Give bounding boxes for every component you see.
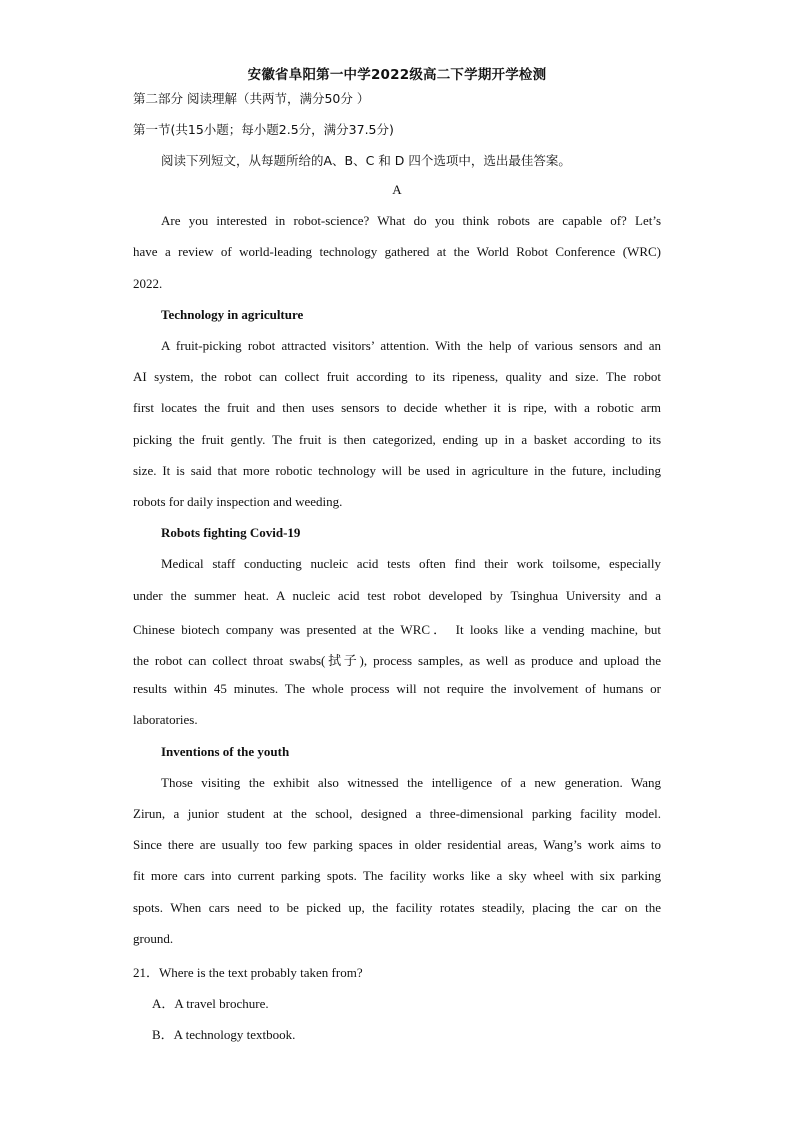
exam-title: 安徽省阜阳第一中学2022级高二下学期开学检测 (247, 67, 547, 83)
paragraph-line: Are you interested in robot-science? What do you think robots are capable of? Let’s (161, 213, 661, 228)
question-stem: 21．Where is the text probably taken from? (133, 965, 363, 980)
paragraph-line: spots. When cars need to be picked up, the facility rotates steadily, placing the car on the (133, 900, 661, 915)
paragraph-line: size. It is said that more robotic technology will be used in agriculture in the future, including (133, 463, 661, 478)
paragraph-line: laboratories. (133, 712, 198, 727)
paragraph-line: robots for daily inspection and weeding. (133, 494, 343, 509)
answer-option-b[interactable]: B．A technology textbook. (152, 1027, 296, 1042)
instruction-text: 阅读下列短文，从每题所给的A、B、C 和 D 四个选项中，选出最佳答案。 (161, 153, 571, 168)
paragraph-line: Medical staff conducting nucleic acid tests often find their work toilsome, especially (161, 556, 661, 571)
answer-option-a[interactable]: A．A travel brochure. (152, 996, 269, 1011)
part-heading: 第二部分 阅读理解（共两节，满分50分 ） (133, 91, 370, 106)
passage-label: A (392, 182, 402, 197)
paragraph-line: AI system, the robot can collect fruit according to its ripeness, quality and size. The robot (133, 369, 661, 384)
section-heading: Robots fighting Covid-19 (161, 525, 301, 540)
paragraph-line: Those visiting the exhibit also witnessed the intelligence of a new generation. Wang (161, 775, 661, 790)
paragraph-line: ground. (133, 931, 174, 946)
paragraph-line: picking the fruit gently. The fruit is then categorized, ending up in a basket according to its (133, 432, 661, 447)
paragraph-line: fit more cars into current parking spots. The facility works like a sky wheel with six parking (133, 868, 661, 883)
paragraph-line: Chinese biotech company was presented at the WRC． It looks like a vending machine, but (133, 622, 661, 637)
paragraph-line: A fruit-picking robot attracted visitors’ attention. With the help of various sensors and an (161, 338, 661, 353)
paragraph-line: Since there are usually too few parking spaces in older residential areas, Wang’s work aims to (133, 837, 661, 852)
paragraph-line: have a review of world-leading technology gathered at the World Robot Conference (WRC) (133, 244, 661, 259)
section-heading: Inventions of the youth (161, 744, 290, 759)
section-heading: Technology in agriculture (161, 307, 304, 322)
paragraph-line: 2022. (133, 276, 163, 291)
paragraph-line: results within 45 minutes. The whole process will not require the involvement of humans or (133, 681, 661, 696)
paragraph-line: the robot can collect throat swabs(拭子), process samples, as well as produce and upload the (133, 653, 661, 668)
subsection-heading: 第一节(共15小题；每小题2.5分，满分37.5分) (133, 122, 394, 137)
paragraph-line: Zirun, a junior student at the school, designed a three-dimensional parking facility model. (133, 806, 661, 821)
paragraph-line: first locates the fruit and then uses sensors to decide whether it is ripe, with a robotic arm (133, 400, 661, 415)
paragraph-line: under the summer heat. A nucleic acid test robot developed by Tsinghua University and a (133, 588, 661, 603)
